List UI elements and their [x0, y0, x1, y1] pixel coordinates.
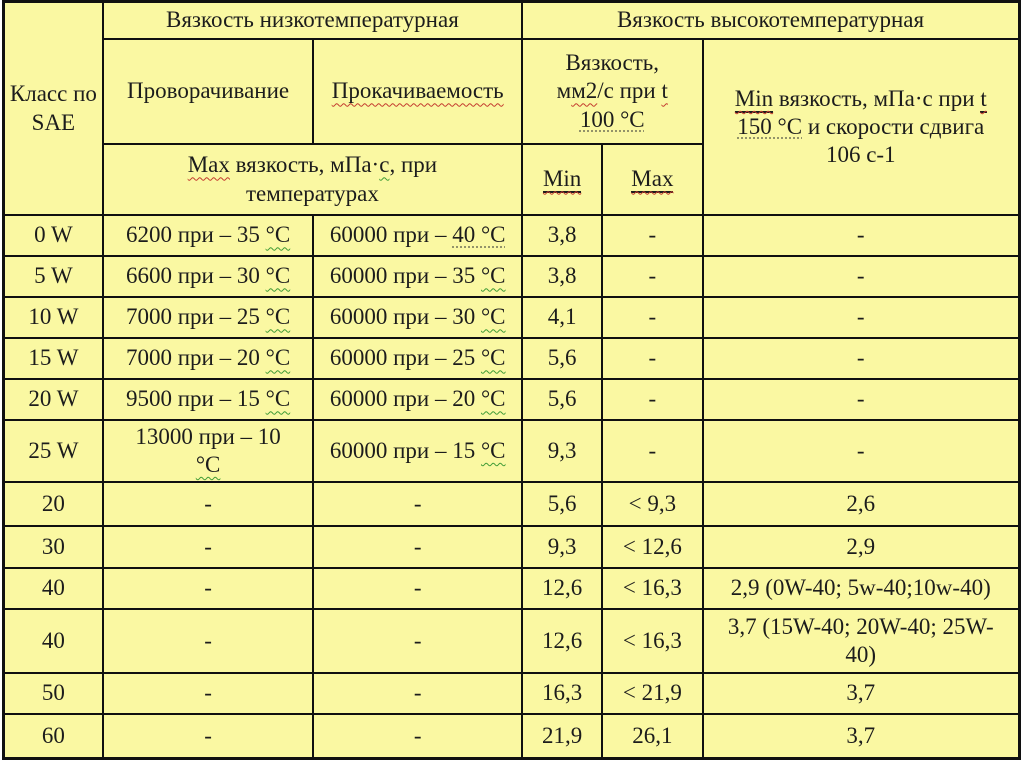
max-cell: -: [602, 215, 702, 256]
text-segment: Max: [187, 152, 230, 178]
table-row: [4, 609, 1020, 673]
pumping-cell: -: [313, 609, 522, 673]
table-header: [4, 2, 1020, 216]
sae-class-cell: 50: [4, 673, 103, 714]
text-segment: 40 °С: [452, 222, 506, 248]
hths-cell: -: [703, 256, 1020, 297]
text-segment: t: [980, 85, 987, 111]
min-cell: 12,6: [522, 568, 602, 609]
pumping-cell: [313, 420, 522, 482]
text-segment: 3,7 (15W-40; 20W-40; 25W-: [727, 613, 994, 639]
text-segment: °С: [265, 263, 291, 289]
header-min-label: [522, 144, 602, 215]
text-segment: 60000 при – 30: [329, 304, 481, 330]
text-segment: Max: [631, 166, 674, 192]
pumping-cell: [313, 379, 522, 420]
text-segment: и скорости сдвига: [802, 113, 985, 139]
text-segment: Min: [542, 166, 582, 192]
cranking-cell: -: [103, 714, 314, 758]
header-kinematic-viscosity: [522, 39, 703, 144]
header-sae-class: Класс по SAE: [4, 2, 103, 216]
max-cell: < 16,3: [602, 609, 702, 673]
text-segment: 60000 при – 20: [329, 386, 481, 412]
text-segment: с: [379, 152, 390, 178]
text-segment: 60000 при – 35: [329, 263, 481, 289]
table-row: [4, 526, 1020, 568]
text-segment: 6200 при – 35: [126, 222, 266, 248]
max-cell: < 21,9: [602, 673, 702, 714]
text-segment: 9500 при – 15: [126, 386, 266, 412]
table-row: [4, 420, 1020, 482]
pumping-cell: [313, 297, 522, 338]
cranking-cell: [103, 215, 314, 256]
table-body: [4, 215, 1020, 758]
cranking-cell: [103, 420, 314, 482]
text-segment: °С: [265, 386, 291, 412]
header-cranking: Проворачивание: [103, 39, 314, 144]
text-segment: 7000 при – 25: [126, 304, 266, 330]
min-cell: 5,6: [522, 338, 602, 379]
text-segment: м2: [571, 78, 598, 104]
max-cell: < 12,6: [602, 526, 702, 568]
text-segment: м: [556, 78, 572, 104]
text-segment: 40): [845, 642, 877, 667]
text-segment: вязкость, мПа·с при: [773, 85, 981, 111]
max-cell: < 9,3: [602, 482, 702, 526]
cranking-cell: [103, 256, 314, 297]
hths-cell: 3,7: [703, 673, 1020, 714]
cranking-cell: -: [103, 482, 314, 526]
min-cell: 5,6: [522, 379, 602, 420]
sae-class-cell: 40: [4, 568, 103, 609]
text-segment: °С: [480, 437, 506, 463]
pumping-cell: [313, 338, 522, 379]
sae-class-cell: 60: [4, 714, 103, 758]
sae-class-cell: 25 W: [4, 420, 103, 482]
text-segment: °С: [195, 452, 221, 477]
cranking-cell: [103, 338, 314, 379]
text-segment: °С: [265, 222, 291, 248]
header-low-temp-group: Вязкость низкотемпературная: [103, 2, 522, 40]
hths-cell: -: [703, 297, 1020, 338]
sae-class-cell: 5 W: [4, 256, 103, 297]
header-row-subgroups: [4, 39, 1020, 144]
pumping-cell: [313, 256, 522, 297]
table-row: [4, 673, 1020, 714]
table-row: [4, 379, 1020, 420]
table-row: [4, 215, 1020, 256]
text-segment: °С: [480, 263, 506, 289]
sae-class-cell: 15 W: [4, 338, 103, 379]
hths-cell: 3,7: [703, 714, 1020, 758]
table-row: [4, 297, 1020, 338]
text-segment: 60000 при –: [329, 222, 453, 248]
sae-viscosity-table: [2, 0, 1021, 760]
min-cell: 12,6: [522, 609, 602, 673]
text-segment: °С: [480, 304, 506, 330]
header-pumping: [313, 39, 522, 144]
text-segment: 13000 при – 10: [135, 423, 281, 449]
header-max-viscosity-note: [103, 144, 522, 215]
hths-cell: 2,9 (0W-40; 5w-40;10w-40): [703, 568, 1020, 609]
cranking-cell: [103, 297, 314, 338]
pumping-cell: -: [313, 482, 522, 526]
header-max-label: [602, 144, 702, 215]
table-row: [4, 338, 1020, 379]
hths-cell: -: [703, 379, 1020, 420]
table-row: [4, 482, 1020, 526]
text-segment: температурах: [245, 180, 379, 206]
pumping-cell: -: [313, 673, 522, 714]
text-segment: °С: [480, 386, 506, 412]
pumping-cell: -: [313, 526, 522, 568]
header-row-groups: [4, 2, 1020, 40]
sae-class-cell: 20 W: [4, 379, 103, 420]
sae-class-cell: 0 W: [4, 215, 103, 256]
pumping-cell: [313, 215, 522, 256]
hths-cell: 2,9: [703, 526, 1020, 568]
text-segment: 106 с-1: [825, 142, 896, 168]
pumping-cell: -: [313, 714, 522, 758]
max-cell: < 16,3: [602, 568, 702, 609]
text-segment: 7000 при – 20: [126, 345, 266, 371]
text-segment: 60000 при – 25: [329, 345, 481, 371]
hths-cell: -: [703, 215, 1020, 256]
header-hths-viscosity: [703, 39, 1020, 215]
text-segment: Min: [734, 85, 774, 111]
min-cell: 9,3: [522, 526, 602, 568]
min-cell: 5,6: [522, 482, 602, 526]
table-row: [4, 714, 1020, 758]
text-segment: 6600 при – 30: [126, 263, 266, 289]
sae-class-cell: 30: [4, 526, 103, 568]
min-cell: 3,8: [522, 256, 602, 297]
min-cell: 21,9: [522, 714, 602, 758]
hths-cell: -: [703, 420, 1020, 482]
text-segment: °С: [480, 345, 506, 371]
text-segment: Прокачиваемость: [331, 78, 504, 104]
hths-cell: 2,6: [703, 482, 1020, 526]
max-cell: 26,1: [602, 714, 702, 758]
text-segment: °С: [265, 304, 291, 330]
text-segment: вязкость, мПа·: [229, 152, 380, 178]
hths-cell: -: [703, 338, 1020, 379]
header-high-temp-group: Вязкость высокотемпературная: [522, 2, 1020, 40]
max-cell: -: [602, 420, 702, 482]
max-cell: -: [602, 379, 702, 420]
min-cell: 3,8: [522, 215, 602, 256]
table-row: [4, 256, 1020, 297]
sae-class-cell: 10 W: [4, 297, 103, 338]
cranking-cell: -: [103, 609, 314, 673]
table-row: [4, 568, 1020, 609]
min-cell: 4,1: [522, 297, 602, 338]
text-segment: Вязкость,: [565, 50, 660, 76]
hths-cell: [703, 609, 1020, 673]
text-segment: 60000 при – 15: [329, 437, 481, 463]
sae-class-cell: 40: [4, 609, 103, 673]
text-segment: 100 °С: [579, 106, 645, 132]
text-segment: , при: [389, 152, 438, 178]
text-segment: °С: [265, 345, 291, 371]
cranking-cell: -: [103, 673, 314, 714]
text-segment: 150 °С: [737, 113, 803, 139]
max-cell: -: [602, 297, 702, 338]
cranking-cell: [103, 379, 314, 420]
text-segment: /с при: [597, 78, 662, 104]
min-cell: 16,3: [522, 673, 602, 714]
sae-class-cell: 20: [4, 482, 103, 526]
cranking-cell: -: [103, 568, 314, 609]
text-segment: t: [661, 78, 668, 104]
max-cell: -: [602, 256, 702, 297]
pumping-cell: -: [313, 568, 522, 609]
cranking-cell: -: [103, 526, 314, 568]
min-cell: 9,3: [522, 420, 602, 482]
max-cell: -: [602, 338, 702, 379]
